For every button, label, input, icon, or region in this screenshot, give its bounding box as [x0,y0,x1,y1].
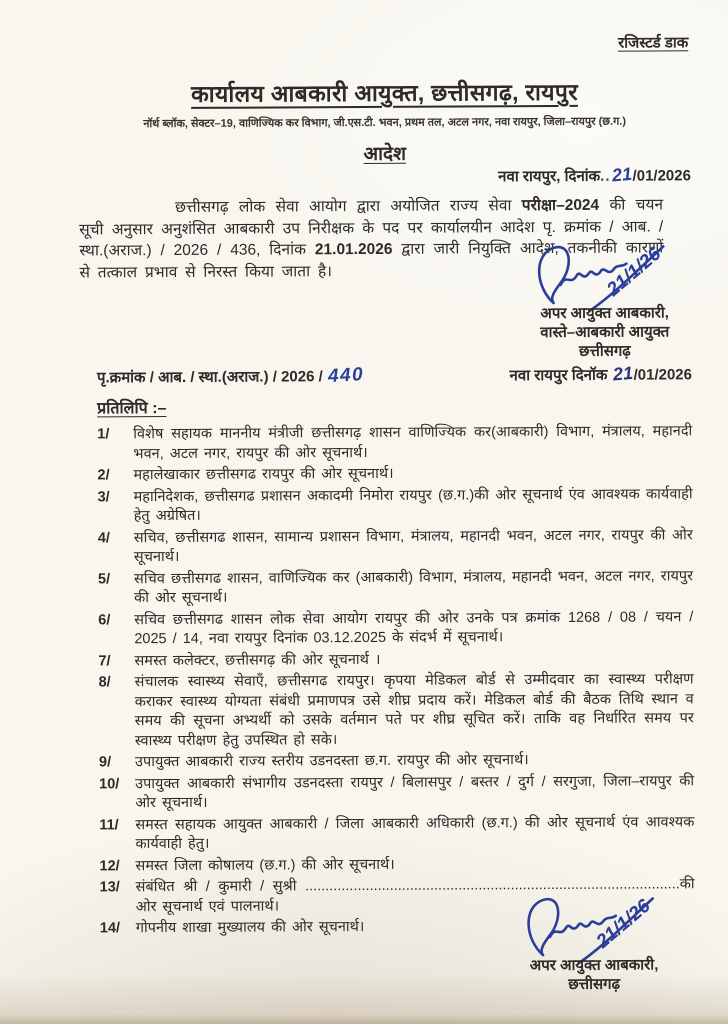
dateline-bottom-label: नवा रायपुर दिनॉक [509,366,608,385]
item-text: संचालक स्वास्थ्य सेवाएँ, छत्तीसगढ रायपुर। कृपया मेडिकल बोर्ड से उम्मीदवार का स्वास्थ्य परीक्षण कराकर स्वास्थ्य योग्यता संबंधी प्रमाणपत्र उसे शीघ्र प्रदाय करें। मेडिकल बोर्ड की बैठक तिथि स्थान व समय की सूचना अभ्यर्थी को उसके वर्तमान पते पर शीघ्र सूचित करें। ताकि वह निर्धारित समय पर स्वास्थ्य परीक्षण हेतु उपस्थित हो सके। [134,671,694,749]
office-title: कार्यालय आबकारी आयुक्त, छत्तीसगढ़, रायपुर [191,78,578,107]
list-item [98,567,693,609]
signature-area-top [79,236,692,363]
signature-block-top [529,236,680,361]
item-number: 8/ [98,674,111,691]
dateline-bottom-rest: /01/2026 [633,366,693,384]
office-address: नॉर्थ ब्लॉक, सेक्टर–19, वाणिज्यिक कर विभाग, जी.एस.टी. भवन, प्रथम तल, अटल नगर, नवा रायपुर, जिला–रायपुर (छ.ग.) [143,115,627,131]
dateline-bottom [509,364,692,385]
signature-date-handwritten: 21/1/26 [592,895,655,953]
item-number: 4/ [97,529,110,546]
body-seg1: छत्तीसगढ़ लोक सेवा आयोग द्वारा अयोजित राज्य सेवा [175,197,522,216]
signature-date-handwritten: 21/1/26 [603,243,666,301]
item-text: उपायुक्त आबकारी राज्य स्तरीय उडनदस्ता छ.ग. रायपुर की ओर सूचनार्थ। [134,752,529,771]
order-heading [79,138,691,167]
list-item [98,526,693,568]
item-number: 1/ [97,426,110,443]
item-number: 14/ [99,920,121,937]
signatory-designation: अपर आयुक्त आबकारी, [529,955,659,974]
dotted-blank: .. [600,167,611,185]
registered-mail-text: रजिस्टर्ड डाक [618,34,689,52]
signature-block-bottom [519,888,670,994]
list-item [99,670,694,751]
item-number: 13/ [99,879,120,896]
item-text: संबंधित श्री / कुमारी / सुश्री .............................................................................................की ओर सूचनार्थ एवं पालनार्थ। [135,876,695,915]
body-seg2: की चयन सूची अनुसार अनुशंसित आबकारी उप निरीक्षक के पद पर कार्यालयीन आदेश पृ. क्रमांक / आब. / स्था.(अराज.) / 2026 / 436, दिनांक [79,196,664,260]
item-text: उपायुक्त आबकारी संभागीय उडनदस्ता रायपुर / बिलासपुर / बस्तर / दुर्ग / सरगुजा, जिला–रायपुर की ओर सूचनार्थ। [135,772,695,812]
order-heading-text: आदेश [363,143,407,166]
item-text: सचिव छत्तीसगढ शासन, वाणिज्यिक कर (आबकारी) विभाग, मंत्रालय, महानदी भवन, अटल नगर, रायपुर की ओर सूचनार्थ। [133,567,694,607]
registered-mail-label [78,32,688,55]
item-text: सचिव, छत्तीसगढ शासन, सामान्य प्रशासन विभाग, मंत्रालय, महानदी भवन, अटल नगर, रायपुर की ओर सूचनार्थ। [133,526,693,566]
dateline-top [79,165,691,188]
body-bold-exam: परीक्षा–2024 [521,196,600,215]
item-number: 5/ [97,570,111,587]
dateline-top-rest: /01/2026 [632,167,691,185]
handwritten-day-bottom: 21 [611,362,634,385]
item-number: 10/ [99,775,120,792]
item-number: 3/ [97,488,110,505]
signatory-on-behalf: वास्ते–आबकारी आयुक्त [540,323,670,342]
item-number: 2/ [97,467,110,484]
signatory-designation: अपर आयुक्त आबकारी, [540,304,669,323]
signatory-state: छत्तीसगढ़ [568,975,621,993]
list-item [98,608,693,650]
item-text: समस्त सहायक आयुक्त आबकारी / जिला आबकारी अधिकारी (छ.ग.) की ओर सूचनार्थ एंव आवश्यक कार्यवाही हेतु। [135,813,695,853]
handwritten-day-top: 21 [610,163,633,186]
copies-heading: प्रतिलिपि :– [97,400,167,418]
ref-number-line [97,366,365,387]
copies-list [80,422,695,939]
item-text: महालेखाकार छत्तीसगढ रायपुर की ओर सूचनार्थ। [133,465,394,484]
body-bold-date: 21.01.2026 [314,240,393,259]
ref-prefix: पृ.क्रमांक / आब. / स्था.(अराज.) / 2026 / [96,368,323,387]
item-text: विशेष सहायक माननीय मंत्रीजी छत्तीसगढ़ शासन वाणिज्यिक कर(आबकारी) विभाग, मंत्रालय, महानदी भवन, अटल नगर, रायपुर की ओर सूचनार्थ। [133,423,693,462]
list-item [97,463,692,486]
item-number: 12/ [99,857,120,874]
dateline-top-label: नवा रायपुर, दिनांक [498,167,601,186]
body-seg3: द्वारा जारी नियुक्ति आदेश, तकनीकी कारणों से तत्काल प्रभाव से निरस्त किया जाता है। [79,239,664,281]
handwritten-ref-number: 440 [327,364,365,388]
list-item [99,854,694,877]
item-number: 9/ [98,754,112,771]
item-text: महानिदेशक, छत्तीसगढ प्रशासन अकादमी निमोरा रायपुर (छ.ग.)की ओर सूचनार्थ एंव आवश्यक कार्यवाही हेतु अग्रेषित। [133,485,693,525]
signatory-state: छत्तीसगढ़ [578,342,631,360]
item-text: समस्त जिला कोषालय (छ.ग.) की ओर सूचनार्थ। [135,856,395,874]
list-item [98,649,693,672]
list-item [99,750,694,773]
list-item [98,485,693,527]
item-text: समस्त कलेक्टर, छत्तीसगढ़ की ओर सूचनार्थ । [134,651,381,669]
list-item [99,813,694,855]
signature-area-bottom [83,888,696,996]
reference-row [80,364,692,387]
item-number: 11/ [99,816,119,833]
item-text: गोपनीय शाखा मुख्यालय की ओर सूचनार्थ। [135,919,365,937]
item-text: सचिव छत्तीसगढ शासन लोक सेवा आयोग रायपुर की ओर उनके पत्र क्रमांक 1268 / 08 / चयन / 2025 / 14, नवा रायपुर दिनांक 03.12.2025 के संदर्भ में सूचनार्थ। [134,608,694,648]
list-item [99,772,694,814]
item-number: 6/ [98,611,111,628]
item-number: 7/ [98,652,111,669]
list-item [97,422,692,464]
